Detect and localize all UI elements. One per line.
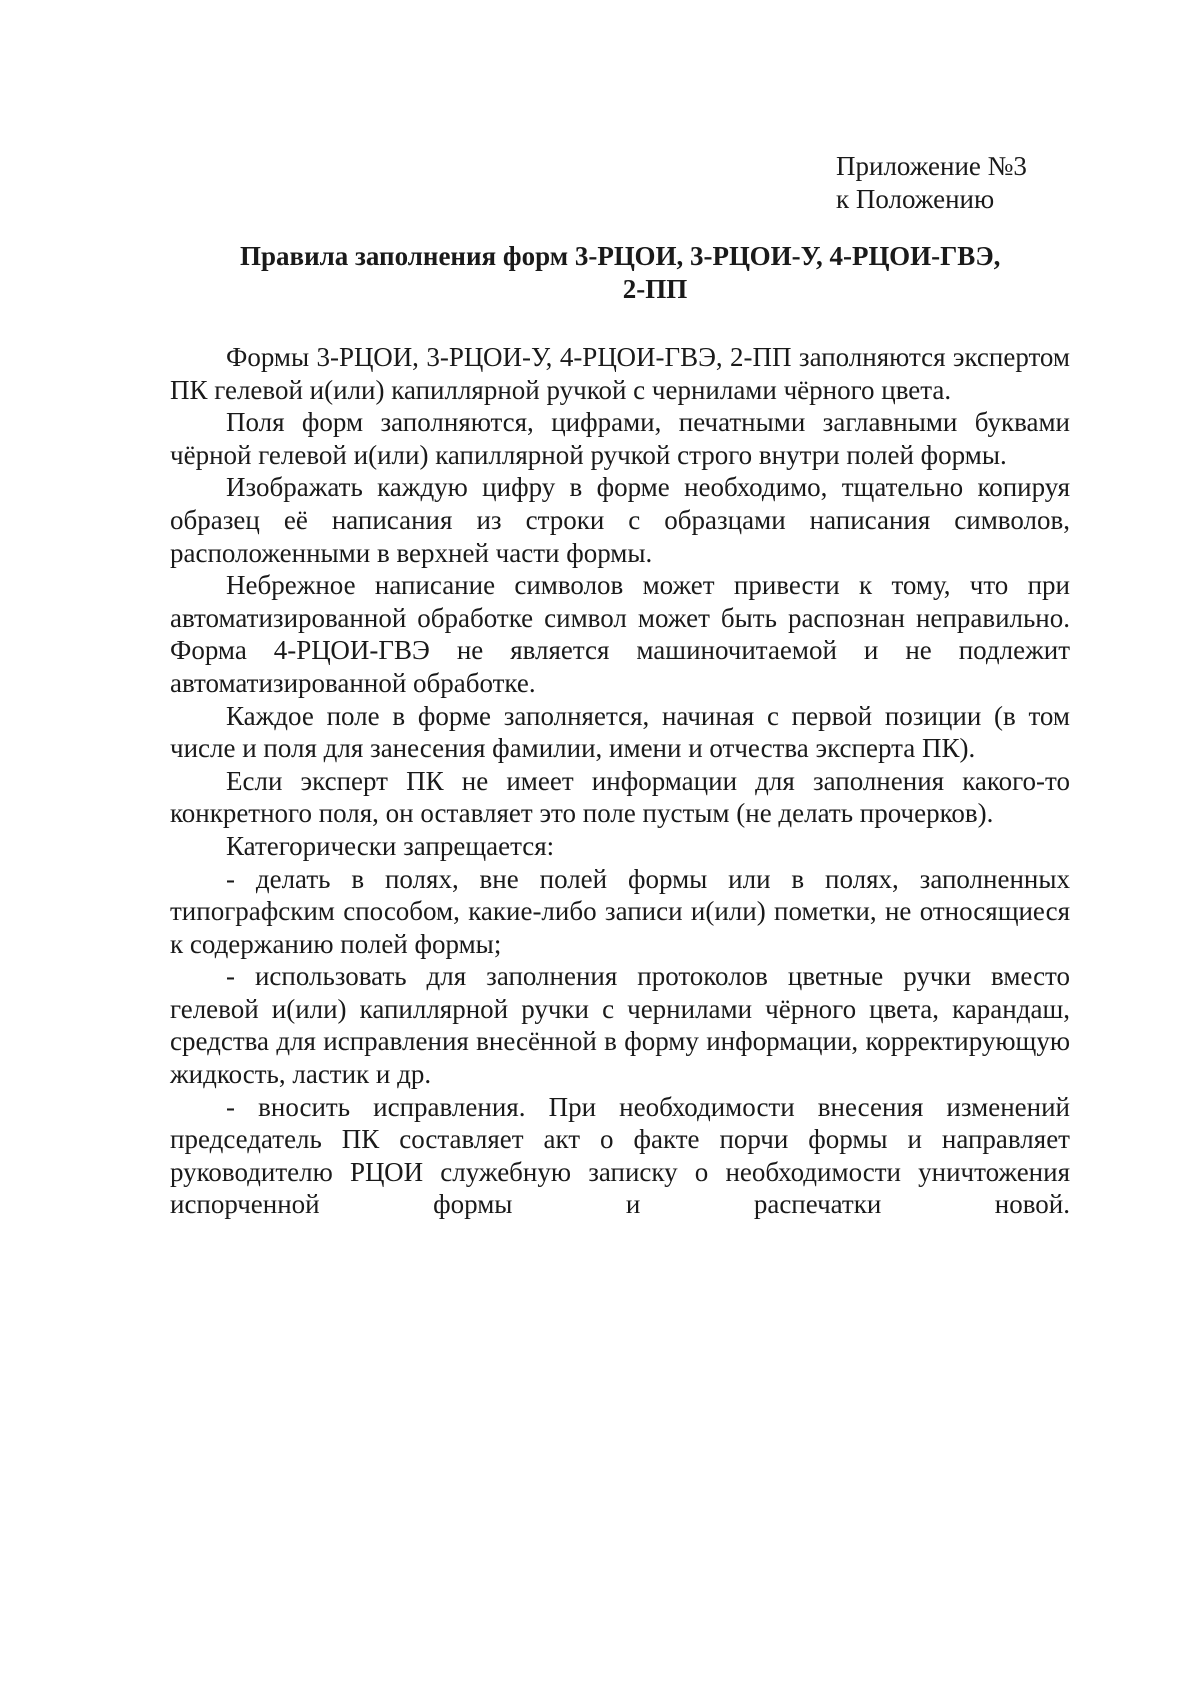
paragraph-prohibited-heading: Категорически запрещается: xyxy=(226,830,555,861)
paragraph-careless-writing: Небрежное написание символов может привести к тому, что при автоматизированной обработке символ может быть распознан неправильно. Форма 4-РЦОИ-ГВЭ не является машиночитаемой и не подлежит автоматизированной обработке. xyxy=(170,570,1070,698)
paragraph-first-position: Каждое поле в форме заполняется, начиная с первой позиции (в том числе и поля для занесения фамилии, имени и отчества эксперта ПК). xyxy=(170,700,1070,764)
paragraph-prohibited-marks: - делать в полях, вне полей формы или в полях, заполненных типографским способом, какие-либо записи и(или) пометки, не относящиеся к содержанию полей формы; xyxy=(170,863,1070,959)
document-body xyxy=(170,341,1070,1221)
paragraph-prohibited-tools: - использовать для заполнения протоколов цветные ручки вместо гелевой и(или) капиллярной ручки с чернилами чёрного цвета, карандаш, средства для исправления внесённой в форму информации, корректирующую жидкость, ластик и др. xyxy=(170,961,1070,1090)
annex-reference xyxy=(836,150,1027,216)
paragraph-fields-fill: Поля форм заполняются, цифрами, печатными заглавными буквами чёрной гелевой и(или) капиллярной ручкой строго внутри полей формы. xyxy=(170,407,1070,470)
annex-number: Приложение №3 xyxy=(836,151,1027,181)
annex-regulation: к Положению xyxy=(836,184,995,214)
paragraph-prohibited-corrections: - вносить исправления. При необходимости внесения изменений председатель ПК составляет акт о факте порчи формы и направляет руководителю РЦОИ служебную записку о необходимости уничтожения испорченной формы и распечатки новой. xyxy=(170,1091,1070,1220)
paragraph-empty-field: Если эксперт ПК не имеет информации для заполнения какого-то конкретного поля, он оставляет это поле пустым (не делать прочерков). xyxy=(170,765,1070,829)
paragraph-digit-copy: Изображать каждую цифру в форме необходимо, тщательно копируя образец её написания из строки с образцами написания символов, расположенными в верхней части формы. xyxy=(170,472,1070,568)
title-line-1: Правила заполнения форм 3-РЦОИ, 3-РЦОИ-У, 4-РЦОИ-ГВЭ, xyxy=(240,241,1001,271)
paragraph-forms-fill: Формы 3-РЦОИ, 3-РЦОИ-У, 4-РЦОИ-ГВЭ, 2-ПП заполняются экспертом ПК гелевой и(или) капиллярной ручкой с чернилами чёрного цвета. xyxy=(170,342,1070,405)
document-title xyxy=(240,240,1070,306)
title-line-2: 2-ПП xyxy=(622,274,688,304)
